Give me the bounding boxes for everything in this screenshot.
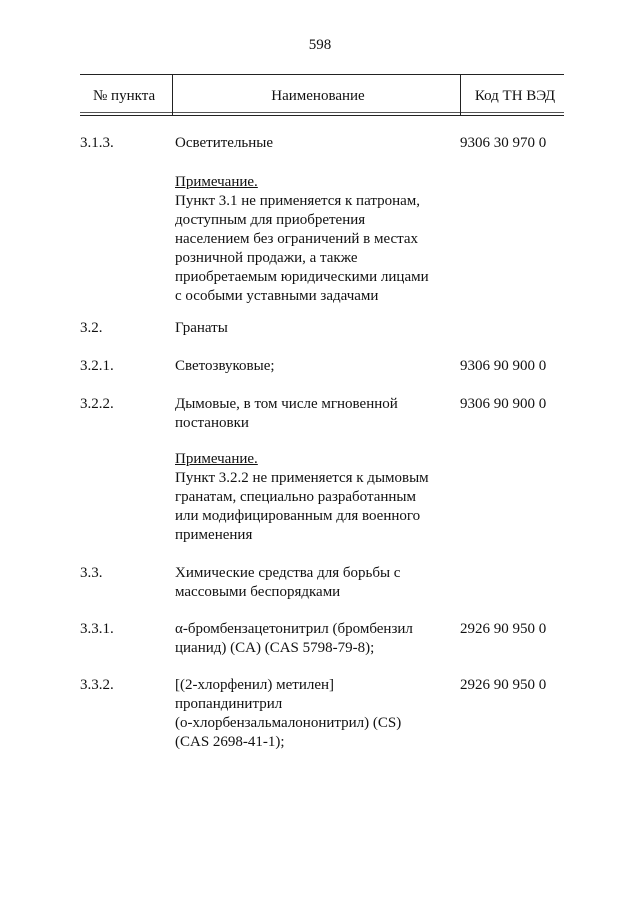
header-name: Наименование xyxy=(271,88,365,104)
note-line: розничной продажи, а также xyxy=(175,250,358,266)
note-line: гранатам, специально разработанным xyxy=(175,489,416,505)
note-line: Пункт 3.2.2 не применяется к дымовым xyxy=(175,470,429,486)
note-text xyxy=(175,450,455,545)
item-number: 3.2.2. xyxy=(80,396,114,412)
note-text xyxy=(175,173,455,306)
item-number: 3.2.1. xyxy=(80,358,114,374)
table-header xyxy=(80,74,564,116)
item-name-line: Гранаты xyxy=(175,320,228,336)
header-code: Код ТН ВЭД xyxy=(474,88,556,104)
page-number: 598 xyxy=(308,37,332,53)
item-name-line: цианид) (CA) (CAS 5798-79-8); xyxy=(175,640,375,656)
item-number: 3.3. xyxy=(80,565,103,581)
header-separator xyxy=(460,75,461,115)
header-separator xyxy=(172,75,173,115)
note-line: применения xyxy=(175,527,253,543)
item-number: 3.3.2. xyxy=(80,677,114,693)
note-line: с особыми уставными задачами xyxy=(175,288,379,304)
item-name-line: массовыми беспорядками xyxy=(175,584,341,600)
item-code: 2926 90 950 0 xyxy=(460,677,547,693)
item-number: 3.2. xyxy=(80,320,103,336)
item-code: 9306 30 970 0 xyxy=(460,135,547,151)
item-name-line: α-бромбензацетонитрил (бромбензил xyxy=(175,621,413,637)
item-name-line: постановки xyxy=(175,415,249,431)
item-name-line: (CAS 2698-41-1); xyxy=(175,734,285,750)
note-line: Пункт 3.1 не применяется к патронам, xyxy=(175,193,421,209)
item-name-line: [(2-хлорфенил) метилен] xyxy=(175,677,335,693)
item-code: 9306 90 900 0 xyxy=(460,358,547,374)
item-name-line: Светозвуковые; xyxy=(175,358,275,374)
item-name-line: Осветительные xyxy=(175,135,274,151)
item-name xyxy=(175,620,455,658)
item-number: 3.1.3. xyxy=(80,135,114,151)
item-name xyxy=(175,676,455,752)
note-title: Примечание. xyxy=(175,174,258,190)
item-name xyxy=(175,319,455,338)
note-line: доступным для приобретения xyxy=(175,212,366,228)
item-name-line: Дымовые, в том числе мгновенной xyxy=(175,396,398,412)
item-name xyxy=(175,357,455,376)
note-title: Примечание. xyxy=(175,451,258,467)
note-line: или модифицированным для военного xyxy=(175,508,421,524)
item-name xyxy=(175,564,455,602)
item-name xyxy=(175,395,455,433)
note-line: населением без ограничений в местах xyxy=(175,231,419,247)
item-name xyxy=(175,134,455,153)
item-number: 3.3.1. xyxy=(80,621,114,637)
item-code: 2926 90 950 0 xyxy=(460,621,547,637)
item-name-line: (о-хлорбензальмалононитрил) (CS) xyxy=(175,715,402,731)
item-name-line: Химические средства для борьбы с xyxy=(175,565,401,581)
note-line: приобретаемым юридическими лицами xyxy=(175,269,429,285)
header-item-number: № пункта xyxy=(93,88,156,104)
item-name-line: пропандинитрил xyxy=(175,696,283,712)
header-double-rule xyxy=(80,112,564,113)
item-code: 9306 90 900 0 xyxy=(460,396,547,412)
